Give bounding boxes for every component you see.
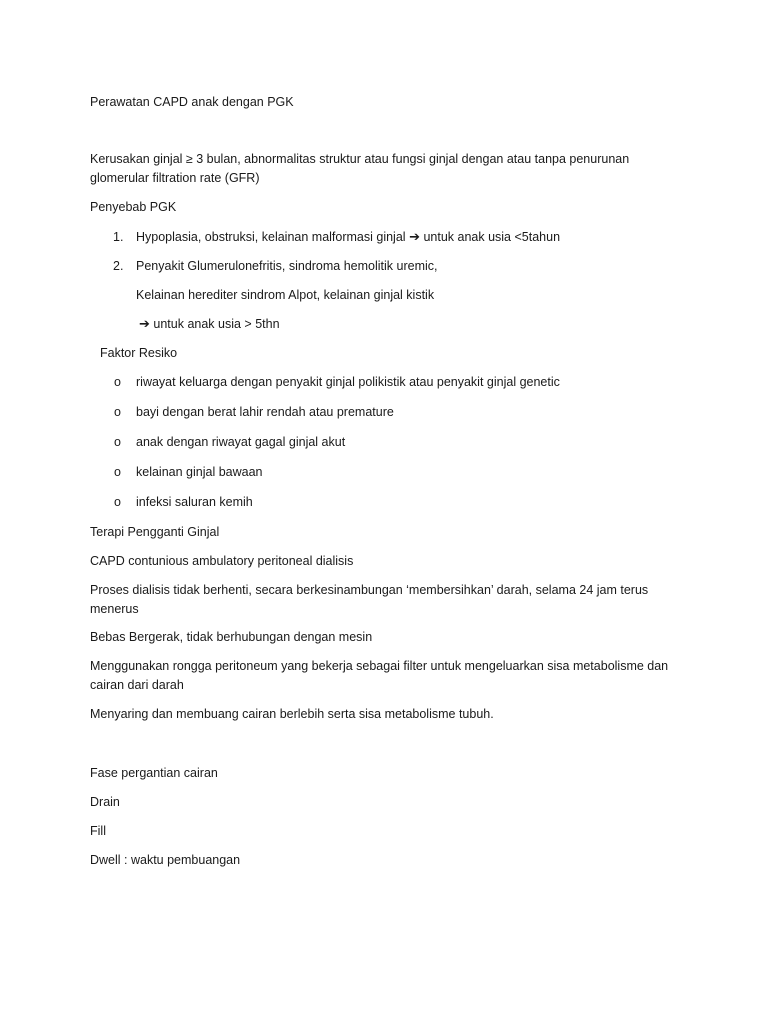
cause-text: Hypoplasia, obstruksi, kelainan malformasi ginjal [136,230,406,244]
cause-text: Penyakit Glumerulonefritis, sindroma hemolitik uremic, [136,259,438,273]
risk-heading: Faktor Resiko [100,346,178,360]
capd-definition: CAPD contunious ambulatory peritoneal dialisis [90,554,354,568]
definition-paragraph: Kerusakan ginjal ≥ 3 bulan, abnormalitas struktur atau fungsi ginjal dengan atau tanpa penurunan glomerular filtration rate (GFR) [90,152,630,185]
right-arrow-icon: ➔ [139,317,150,332]
bullet-marker: o [114,495,121,509]
capd-point: Proses dialisis tidak berhenti, secara berkesinambungan ‘membersihkan’ darah, selama 24 jam terus menerus [90,583,649,616]
bullet-marker: o [114,405,121,419]
capd-point: Menggunakan rongga peritoneum yang bekerja sebagai filter untuk mengeluarkan sisa metabolisme dan cairan dari darah [90,659,669,692]
risk-factor-item: infeksi saluran kemih [136,495,253,509]
document-title: Perawatan CAPD anak dengan PGK [90,95,294,109]
bullet-marker: o [114,435,121,449]
cause-number: 2. [113,259,124,273]
cause-suffix: untuk anak usia <5tahun [423,230,561,244]
phase-heading: Fase pergantian cairan [90,766,218,780]
cause-number: 1. [113,230,124,244]
cause-suffix: untuk anak usia > 5thn [153,317,280,331]
phase-item: Drain [90,795,120,809]
capd-point: Bebas Bergerak, tidak berhubungan dengan mesin [90,630,373,644]
risk-factor-item: bayi dengan berat lahir rendah atau premature [136,405,394,419]
cause-item [136,228,560,247]
causes-heading: Penyebab PGK [90,200,177,214]
therapy-heading: Terapi Pengganti Ginjal [90,525,220,539]
bullet-marker: o [114,465,121,479]
cause-item [139,315,280,334]
cause-continuation: Kelainan herediter sindrom Alpot, kelainan ginjal kistik [136,288,435,302]
risk-factor-item: anak dengan riwayat gagal ginjal akut [136,435,346,449]
phase-item: Fill [90,824,106,838]
risk-factor-item: riwayat keluarga dengan penyakit ginjal polikistik atau penyakit ginjal genetic [136,375,560,389]
phase-item: Dwell : waktu pembuangan [90,853,241,867]
right-arrow-icon: ➔ [409,230,420,245]
risk-factor-item: kelainan ginjal bawaan [136,465,263,479]
capd-point: Menyaring dan membuang cairan berlebih serta sisa metabolisme tubuh. [90,707,494,721]
bullet-marker: o [114,375,121,389]
